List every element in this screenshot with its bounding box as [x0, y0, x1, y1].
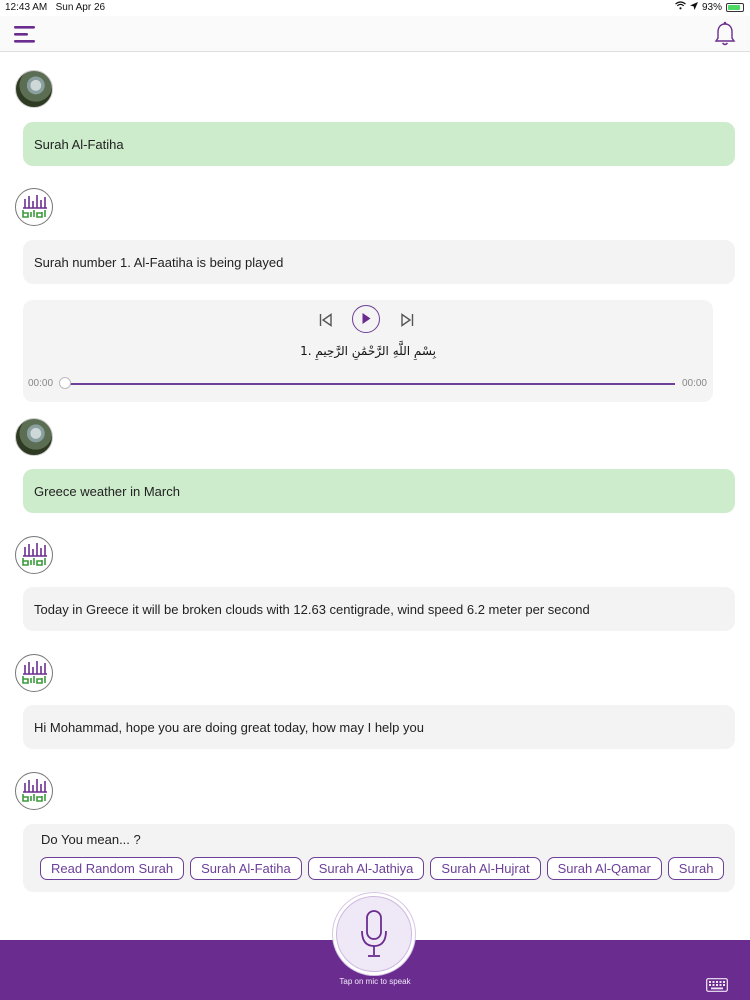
- suggestion-chip[interactable]: Surah: [668, 857, 725, 880]
- mic-button[interactable]: [333, 893, 415, 975]
- battery-percent: 93%: [701, 1, 722, 13]
- user-message: [23, 122, 735, 166]
- message-text: Hi Mohammad, hope you are doing great today, how may I help you: [34, 719, 424, 735]
- bilal-logo-icon: [16, 189, 52, 225]
- bot-avatar: [15, 536, 53, 574]
- play-icon: [353, 306, 378, 331]
- battery-icon: [726, 3, 744, 12]
- wifi-icon: [675, 1, 686, 13]
- bot-message: [23, 705, 735, 749]
- bot-avatar: [15, 654, 53, 692]
- suggestion-question: Do You mean... ?: [41, 832, 141, 847]
- elapsed-time: 00:00: [28, 378, 54, 389]
- message-text: Today in Greece it will be broken clouds with 12.63 centigrade, wind speed 6.2 meter per second: [34, 601, 590, 617]
- user-avatar: [15, 70, 53, 108]
- message-text: Surah Al-Fatiha: [34, 136, 124, 152]
- bot-avatar: [15, 188, 53, 226]
- suggestion-chip[interactable]: Surah Al-Fatiha: [190, 857, 302, 880]
- total-time: 00:00: [681, 378, 707, 389]
- progress-knob[interactable]: [59, 377, 71, 389]
- progress-track[interactable]: [61, 383, 675, 385]
- status-right: [675, 1, 744, 13]
- bot-message: [23, 587, 735, 631]
- location-icon: [690, 2, 698, 13]
- bell-icon[interactable]: [714, 21, 736, 47]
- user-avatar: [15, 418, 53, 456]
- mic-hint: Tap on mic to speak: [339, 977, 411, 986]
- status-date: Sun Apr 26: [55, 2, 106, 13]
- suggestion-chip[interactable]: Read Random Surah: [40, 857, 184, 880]
- mic-button-inner[interactable]: [336, 896, 412, 972]
- suggestion-chip[interactable]: Surah Al-Jathiya: [308, 857, 425, 880]
- bilal-logo-icon: [16, 537, 52, 573]
- bilal-logo-icon: [16, 655, 52, 691]
- message-text: Greece weather in March: [34, 483, 180, 499]
- audio-player: [23, 300, 713, 402]
- suggestion-card: [23, 824, 735, 892]
- bot-avatar: [15, 772, 53, 810]
- skip-forward-icon[interactable]: [400, 313, 414, 332]
- microphone-icon: [359, 909, 389, 959]
- status-time-date: [5, 2, 105, 13]
- keyboard-icon[interactable]: [706, 978, 728, 992]
- bot-message: [23, 240, 735, 284]
- play-button[interactable]: [352, 305, 380, 333]
- bilal-logo-icon: [16, 773, 52, 809]
- suggestion-chips[interactable]: [40, 857, 724, 880]
- user-message: [23, 469, 735, 513]
- nav-bar: [0, 16, 750, 52]
- status-bar: [0, 0, 750, 16]
- status-time: 12:43 AM: [5, 2, 48, 13]
- hamburger-icon[interactable]: [14, 24, 40, 44]
- skip-back-icon[interactable]: [319, 313, 333, 332]
- suggestion-chip[interactable]: Surah Al-Hujrat: [430, 857, 540, 880]
- message-text: Surah number 1. Al-Faatiha is being played: [34, 254, 284, 270]
- suggestion-chip[interactable]: Surah Al-Qamar: [547, 857, 662, 880]
- verse-text: 1. بِسْمِ اللَّهِ الرَّحْمَٰنِ الرَّحِيمِ: [300, 344, 436, 358]
